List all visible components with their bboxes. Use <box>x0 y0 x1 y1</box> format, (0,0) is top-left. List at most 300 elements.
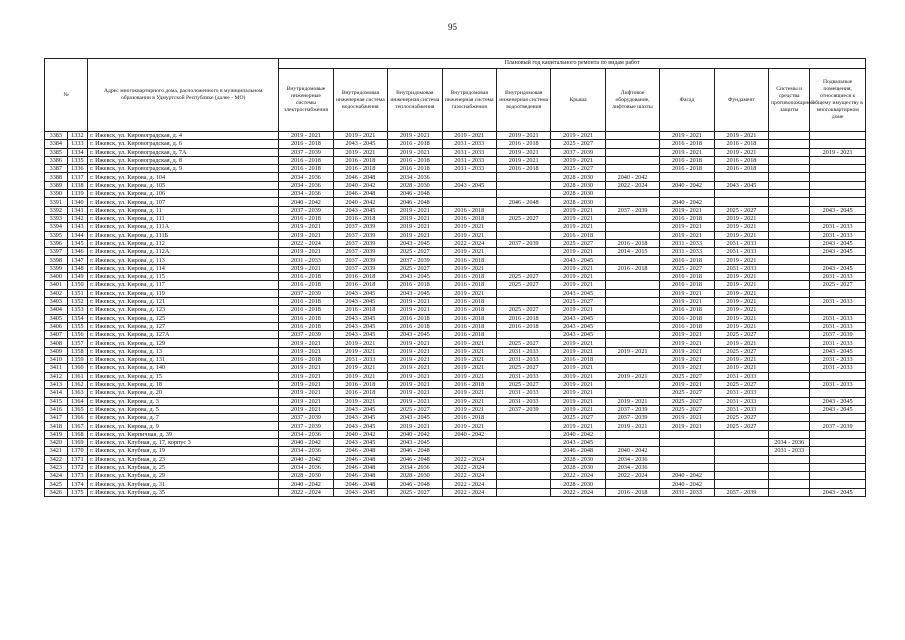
row-year-cell <box>496 297 550 305</box>
row-year-cell: 2043 - 2045 <box>551 289 605 297</box>
row-year-cell <box>496 422 550 430</box>
table-row <box>45 256 866 264</box>
row-year-cell <box>810 256 866 264</box>
row-year-cell: 2031 - 2033 <box>810 339 866 347</box>
row-year-cell <box>769 264 810 272</box>
row-year-cell <box>769 322 810 330</box>
row-year-cell: 2019 - 2021 <box>714 256 768 264</box>
row-year-cell: 2014 - 2015 <box>605 248 659 256</box>
row-address: г. Ижевск, ул. Кирова, д. 5 <box>88 405 279 413</box>
row-year-cell <box>810 389 866 397</box>
row-year-cell <box>660 447 714 455</box>
work-type-header: Лифтовое оборудование, лифтовые шахты <box>605 69 659 132</box>
row-year-cell: 2031 - 2033 <box>714 248 768 256</box>
row-year-cell: 2037 - 2039 <box>279 289 333 297</box>
repair-schedule-table <box>44 58 866 497</box>
row-mo-number: 1350 <box>67 281 88 289</box>
row-year-cell <box>605 306 659 314</box>
row-address: г. Ижевск, ул. Кирова, д. 127 <box>88 322 279 330</box>
row-year-cell: 2031 - 2033 <box>810 356 866 364</box>
row-year-cell: 2031 - 2033 <box>442 156 496 164</box>
row-mo-number: 1344 <box>67 231 88 239</box>
row-address: г. Ижевск, ул. Кирова, д. 13 <box>88 347 279 355</box>
table-row <box>45 148 866 156</box>
address-header: Адрес многоквартирного дома, расположенного в муниципальном образовании в Удмуртской Республике (далее - МО) <box>88 59 279 132</box>
table-row <box>45 372 866 380</box>
row-year-cell <box>810 156 866 164</box>
table-row <box>45 297 866 305</box>
row-year-cell: 2037 - 2039 <box>333 223 387 231</box>
row-year-cell: 2019 - 2021 <box>660 414 714 422</box>
row-year-cell <box>769 463 810 471</box>
row-address: г. Ижевск, ул. Кирова, д. 127А <box>88 331 279 339</box>
row-address: г. Ижевск, ул. Кировоградская, д. 4 <box>88 132 279 140</box>
row-year-cell <box>496 223 550 231</box>
work-type-header: Крыша <box>551 69 605 132</box>
row-year-cell: 2043 - 2045 <box>333 438 387 446</box>
row-year-cell: 2019 - 2021 <box>551 264 605 272</box>
row-year-cell: 2034 - 2036 <box>279 173 333 181</box>
row-year-cell: 2037 - 2039 <box>496 239 550 247</box>
row-year-cell: 2019 - 2021 <box>442 132 496 140</box>
row-year-cell: 2019 - 2021 <box>714 356 768 364</box>
row-year-cell: 2031 - 2033 <box>810 297 866 305</box>
row-year-cell: 2019 - 2021 <box>333 397 387 405</box>
row-year-cell: 2046 - 2048 <box>333 455 387 463</box>
row-year-cell: 2016 - 2018 <box>442 414 496 422</box>
row-year-cell: 2019 - 2021 <box>388 380 442 388</box>
row-year-cell: 2022 - 2024 <box>442 455 496 463</box>
row-year-cell: 2019 - 2021 <box>660 331 714 339</box>
row-year-cell <box>496 231 550 239</box>
row-number: 3384 <box>45 140 68 148</box>
row-mo-number: 1372 <box>67 463 88 471</box>
row-year-cell <box>660 438 714 446</box>
row-year-cell <box>769 239 810 247</box>
row-year-cell: 2043 - 2045 <box>388 414 442 422</box>
row-year-cell <box>605 148 659 156</box>
row-year-cell <box>714 455 768 463</box>
row-year-cell: 2019 - 2021 <box>279 405 333 413</box>
row-year-cell: 2040 - 2042 <box>660 198 714 206</box>
row-year-cell: 2016 - 2018 <box>388 322 442 330</box>
table-row <box>45 447 866 455</box>
row-year-cell <box>660 173 714 181</box>
row-mo-number: 1333 <box>67 140 88 148</box>
row-address: г. Ижевск, ул. Кирова, д. 7 <box>88 414 279 422</box>
row-year-cell <box>769 389 810 397</box>
row-year-cell: 2037 - 2039 <box>333 264 387 272</box>
work-type-header: Внутридомовая инженерная система водоснабжения <box>333 69 387 132</box>
row-address: г. Ижевск, ул. Кирова, д. 107 <box>88 198 279 206</box>
row-year-cell: 2019 - 2021 <box>714 364 768 372</box>
row-year-cell <box>714 430 768 438</box>
work-type-header: Внутридомовая инженерная система водоотведения <box>496 69 550 132</box>
row-year-cell <box>769 455 810 463</box>
row-mo-number: 1349 <box>67 273 88 281</box>
row-year-cell: 2019 - 2021 <box>442 264 496 272</box>
row-year-cell: 2046 - 2048 <box>333 463 387 471</box>
row-number: 3413 <box>45 380 68 388</box>
table-row <box>45 273 866 281</box>
row-year-cell <box>769 405 810 413</box>
row-year-cell: 2046 - 2048 <box>333 447 387 455</box>
row-year-cell: 2019 - 2021 <box>551 214 605 222</box>
row-year-cell: 2019 - 2021 <box>714 231 768 239</box>
row-mo-number: 1375 <box>67 488 88 496</box>
row-year-cell: 2037 - 2039 <box>605 414 659 422</box>
row-year-cell <box>769 430 810 438</box>
row-year-cell: 2031 - 2033 <box>660 488 714 496</box>
row-year-cell: 2043 - 2045 <box>442 181 496 189</box>
row-year-cell: 2046 - 2048 <box>388 190 442 198</box>
row-year-cell: 2019 - 2021 <box>279 380 333 388</box>
row-year-cell <box>769 140 810 148</box>
row-year-cell: 2031 - 2033 <box>442 140 496 148</box>
row-number: 3412 <box>45 372 68 380</box>
row-year-cell: 2019 - 2021 <box>551 248 605 256</box>
row-year-cell: 2046 - 2048 <box>388 455 442 463</box>
row-year-cell <box>496 190 550 198</box>
row-number: 3383 <box>45 132 68 140</box>
row-year-cell: 2046 - 2048 <box>388 480 442 488</box>
table-row <box>45 472 866 480</box>
row-year-cell: 2019 - 2021 <box>388 206 442 214</box>
row-year-cell: 2037 - 2039 <box>333 248 387 256</box>
row-year-cell: 2043 - 2045 <box>551 314 605 322</box>
table-row <box>45 281 866 289</box>
table-row <box>45 132 866 140</box>
row-year-cell: 2016 - 2018 <box>442 380 496 388</box>
row-year-cell <box>605 430 659 438</box>
row-year-cell: 2019 - 2021 <box>714 314 768 322</box>
work-type-header: Внутридомовая инженерная система газоснабжения <box>442 69 496 132</box>
row-year-cell: 2043 - 2045 <box>333 422 387 430</box>
row-year-cell: 2019 - 2021 <box>714 306 768 314</box>
row-year-cell: 2019 - 2021 <box>714 214 768 222</box>
row-year-cell <box>810 472 866 480</box>
row-year-cell: 2037 - 2039 <box>388 256 442 264</box>
row-year-cell: 2022 - 2024 <box>442 463 496 471</box>
row-year-cell <box>605 380 659 388</box>
row-year-cell <box>714 447 768 455</box>
row-year-cell: 2031 - 2033 <box>714 372 768 380</box>
table-row <box>45 430 866 438</box>
row-year-cell: 2019 - 2021 <box>442 397 496 405</box>
row-year-cell: 2019 - 2021 <box>660 231 714 239</box>
row-year-cell: 2031 - 2033 <box>810 364 866 372</box>
row-address: г. Ижевск, ул. Клубная, д. 35 <box>88 488 279 496</box>
row-year-cell <box>660 430 714 438</box>
row-year-cell: 2019 - 2021 <box>279 389 333 397</box>
row-year-cell: 2031 - 2033 <box>660 239 714 247</box>
row-year-cell <box>660 463 714 471</box>
row-address: г. Ижевск, ул. Кирова, д. 15 <box>88 372 279 380</box>
row-address: г. Ижевск, ул. Кирова, д. 11 <box>88 206 279 214</box>
row-year-cell <box>605 132 659 140</box>
row-year-cell: 2019 - 2021 <box>551 273 605 281</box>
row-number: 3393 <box>45 214 68 222</box>
row-year-cell: 2037 - 2039 <box>810 331 866 339</box>
row-year-cell: 2019 - 2021 <box>279 132 333 140</box>
row-year-cell: 2019 - 2021 <box>714 132 768 140</box>
row-mo-number: 1345 <box>67 239 88 247</box>
row-year-cell: 2025 - 2027 <box>388 488 442 496</box>
row-year-cell <box>769 181 810 189</box>
row-year-cell <box>714 472 768 480</box>
table-row <box>45 380 866 388</box>
row-mo-number: 1341 <box>67 206 88 214</box>
row-year-cell: 2025 - 2027 <box>496 214 550 222</box>
row-year-cell: 2016 - 2018 <box>660 140 714 148</box>
row-year-cell: 2025 - 2027 <box>714 331 768 339</box>
row-year-cell: 2019 - 2021 <box>442 422 496 430</box>
table-row <box>45 223 866 231</box>
row-year-cell: 2016 - 2018 <box>442 331 496 339</box>
row-address: г. Ижевск, ул. Кирова, д. 104 <box>88 173 279 181</box>
table-row <box>45 264 866 272</box>
row-year-cell: 2019 - 2021 <box>714 148 768 156</box>
row-year-cell: 2040 - 2042 <box>279 198 333 206</box>
row-year-cell: 2019 - 2021 <box>660 339 714 347</box>
row-year-cell: 2028 - 2030 <box>551 455 605 463</box>
row-year-cell: 2031 - 2033 <box>810 273 866 281</box>
row-year-cell: 2019 - 2021 <box>388 364 442 372</box>
row-mo-number: 1332 <box>67 132 88 140</box>
row-year-cell: 2016 - 2018 <box>279 281 333 289</box>
row-year-cell: 2043 - 2045 <box>810 239 866 247</box>
row-year-cell <box>769 289 810 297</box>
work-type-header: Внутридомовые инженерные системы электроснабжения <box>279 69 333 132</box>
row-year-cell <box>605 231 659 239</box>
row-year-cell: 2019 - 2021 <box>442 356 496 364</box>
row-year-cell <box>496 173 550 181</box>
table-row <box>45 389 866 397</box>
row-year-cell: 2025 - 2027 <box>714 414 768 422</box>
row-year-cell: 2025 - 2027 <box>496 281 550 289</box>
row-year-cell: 2022 - 2024 <box>442 472 496 480</box>
row-year-cell: 2019 - 2021 <box>442 248 496 256</box>
row-year-cell: 2025 - 2027 <box>714 347 768 355</box>
row-year-cell: 2034 - 2036 <box>605 463 659 471</box>
row-year-cell: 2019 - 2021 <box>388 422 442 430</box>
row-year-cell <box>810 447 866 455</box>
row-year-cell: 2019 - 2021 <box>279 372 333 380</box>
row-year-cell: 2016 - 2018 <box>388 140 442 148</box>
row-mo-number: 1343 <box>67 223 88 231</box>
row-year-cell <box>442 190 496 198</box>
row-year-cell: 2028 - 2030 <box>279 472 333 480</box>
row-number: 3423 <box>45 463 68 471</box>
row-year-cell: 2019 - 2021 <box>279 397 333 405</box>
row-year-cell: 2025 - 2027 <box>810 281 866 289</box>
row-year-cell <box>810 455 866 463</box>
row-year-cell: 2019 - 2021 <box>551 405 605 413</box>
row-mo-number: 1356 <box>67 331 88 339</box>
table-row <box>45 438 866 446</box>
row-year-cell: 2031 - 2033 <box>769 447 810 455</box>
row-year-cell: 2031 - 2033 <box>714 405 768 413</box>
row-year-cell: 2034 - 2036 <box>388 463 442 471</box>
row-year-cell: 2046 - 2048 <box>388 198 442 206</box>
table-row <box>45 480 866 488</box>
row-mo-number: 1337 <box>67 173 88 181</box>
work-type-header: Подвальные помещения, относящиеся к общему имуществу в многоквартирном доме <box>810 69 866 132</box>
row-year-cell: 2043 - 2045 <box>333 488 387 496</box>
row-year-cell: 2040 - 2042 <box>660 480 714 488</box>
row-number: 3420 <box>45 438 68 446</box>
row-year-cell: 2034 - 2036 <box>279 447 333 455</box>
row-year-cell <box>810 132 866 140</box>
row-year-cell: 2019 - 2021 <box>442 405 496 413</box>
row-year-cell: 2025 - 2027 <box>496 339 550 347</box>
row-year-cell: 2040 - 2042 <box>388 430 442 438</box>
row-year-cell: 2019 - 2021 <box>660 148 714 156</box>
row-year-cell <box>769 281 810 289</box>
row-year-cell <box>496 463 550 471</box>
row-year-cell: 2019 - 2021 <box>714 297 768 305</box>
row-year-cell: 2043 - 2045 <box>810 206 866 214</box>
table-row <box>45 463 866 471</box>
row-number: 3389 <box>45 181 68 189</box>
row-year-cell: 2019 - 2021 <box>714 289 768 297</box>
row-number: 3397 <box>45 248 68 256</box>
row-number: 3422 <box>45 455 68 463</box>
row-year-cell: 2016 - 2018 <box>279 306 333 314</box>
row-year-cell <box>769 339 810 347</box>
row-year-cell: 2022 - 2024 <box>279 488 333 496</box>
row-year-cell: 2019 - 2021 <box>388 347 442 355</box>
row-year-cell <box>769 273 810 281</box>
row-year-cell: 2034 - 2036 <box>605 455 659 463</box>
row-year-cell <box>769 231 810 239</box>
row-year-cell: 2043 - 2045 <box>388 331 442 339</box>
table-row <box>45 214 866 222</box>
row-number: 3398 <box>45 256 68 264</box>
row-year-cell <box>810 140 866 148</box>
row-year-cell: 2019 - 2021 <box>442 364 496 372</box>
row-year-cell: 2016 - 2018 <box>496 314 550 322</box>
row-year-cell: 2037 - 2039 <box>551 148 605 156</box>
row-year-cell: 2037 - 2039 <box>714 488 768 496</box>
row-year-cell: 2016 - 2018 <box>279 273 333 281</box>
row-mo-number: 1363 <box>67 389 88 397</box>
row-year-cell <box>496 289 550 297</box>
row-address: г. Ижевск, ул. Кирова, д. 112 <box>88 239 279 247</box>
row-address: г. Ижевск, ул. Кирова, д. 125 <box>88 314 279 322</box>
row-year-cell: 2019 - 2021 <box>333 364 387 372</box>
row-year-cell: 2025 - 2027 <box>551 297 605 305</box>
row-number: 3426 <box>45 488 68 496</box>
row-year-cell: 2043 - 2045 <box>388 239 442 247</box>
row-year-cell: 2037 - 2039 <box>333 239 387 247</box>
row-year-cell: 2040 - 2042 <box>279 438 333 446</box>
row-year-cell: 2031 - 2033 <box>279 256 333 264</box>
row-year-cell: 2031 - 2033 <box>442 148 496 156</box>
row-year-cell: 2025 - 2027 <box>660 264 714 272</box>
row-year-cell: 2016 - 2018 <box>333 165 387 173</box>
row-year-cell: 2019 - 2021 <box>333 148 387 156</box>
row-year-cell: 2016 - 2018 <box>496 140 550 148</box>
row-year-cell <box>660 190 714 198</box>
row-mo-number: 1357 <box>67 339 88 347</box>
row-year-cell: 2040 - 2042 <box>442 430 496 438</box>
row-year-cell: 2016 - 2018 <box>279 322 333 330</box>
row-mo-number: 1340 <box>67 198 88 206</box>
row-year-cell <box>810 438 866 446</box>
row-address: г. Ижевск, ул. Кирова, д. 106 <box>88 190 279 198</box>
row-year-cell: 2016 - 2018 <box>442 306 496 314</box>
row-year-cell: 2037 - 2039 <box>279 206 333 214</box>
row-year-cell: 2019 - 2021 <box>551 372 605 380</box>
row-year-cell: 2031 - 2033 <box>496 347 550 355</box>
row-year-cell: 2043 - 2045 <box>333 405 387 413</box>
row-year-cell: 2043 - 2045 <box>333 297 387 305</box>
row-year-cell: 2019 - 2021 <box>660 347 714 355</box>
row-year-cell: 2019 - 2021 <box>714 273 768 281</box>
row-year-cell: 2016 - 2018 <box>333 281 387 289</box>
row-year-cell <box>810 414 866 422</box>
row-year-cell: 2016 - 2018 <box>333 389 387 397</box>
row-year-cell: 2031 - 2033 <box>714 397 768 405</box>
row-mo-number: 1371 <box>67 455 88 463</box>
row-year-cell <box>605 281 659 289</box>
row-year-cell: 2019 - 2021 <box>660 380 714 388</box>
row-mo-number: 1338 <box>67 181 88 189</box>
row-address: г. Ижевск, ул. Кирова, д. 112А <box>88 248 279 256</box>
row-year-cell: 2034 - 2036 <box>388 173 442 181</box>
row-year-cell: 2043 - 2045 <box>810 347 866 355</box>
row-year-cell: 2028 - 2030 <box>388 472 442 480</box>
row-year-cell <box>605 480 659 488</box>
row-year-cell: 2046 - 2048 <box>333 173 387 181</box>
row-year-cell <box>769 165 810 173</box>
row-year-cell: 2019 - 2021 <box>442 289 496 297</box>
row-year-cell: 2016 - 2018 <box>333 273 387 281</box>
row-number: 3402 <box>45 289 68 297</box>
row-year-cell: 2019 - 2021 <box>333 347 387 355</box>
row-year-cell: 2019 - 2021 <box>551 223 605 231</box>
row-address: г. Ижевск, ул. Кировоградская, д. 6 <box>88 140 279 148</box>
row-year-cell <box>810 289 866 297</box>
row-year-cell: 2025 - 2027 <box>496 306 550 314</box>
row-year-cell: 2019 - 2021 <box>442 347 496 355</box>
row-year-cell: 2025 - 2027 <box>714 422 768 430</box>
row-year-cell: 2022 - 2024 <box>279 239 333 247</box>
row-number: 3407 <box>45 331 68 339</box>
row-year-cell: 2019 - 2021 <box>388 306 442 314</box>
row-year-cell <box>810 214 866 222</box>
row-mo-number: 1354 <box>67 314 88 322</box>
table-row <box>45 140 866 148</box>
row-year-cell <box>660 455 714 463</box>
row-number: 3411 <box>45 364 68 372</box>
row-year-cell <box>496 438 550 446</box>
row-year-cell <box>442 173 496 181</box>
row-year-cell: 2040 - 2042 <box>279 455 333 463</box>
row-year-cell: 2031 - 2033 <box>442 165 496 173</box>
row-year-cell: 2019 - 2021 <box>442 389 496 397</box>
row-year-cell <box>496 455 550 463</box>
row-year-cell: 2019 - 2021 <box>551 397 605 405</box>
row-year-cell: 2019 - 2021 <box>551 306 605 314</box>
row-year-cell <box>810 198 866 206</box>
row-mo-number: 1362 <box>67 380 88 388</box>
row-year-cell: 2031 - 2033 <box>496 397 550 405</box>
row-year-cell <box>442 438 496 446</box>
row-year-cell: 2019 - 2021 <box>333 372 387 380</box>
row-year-cell: 2019 - 2021 <box>551 380 605 388</box>
